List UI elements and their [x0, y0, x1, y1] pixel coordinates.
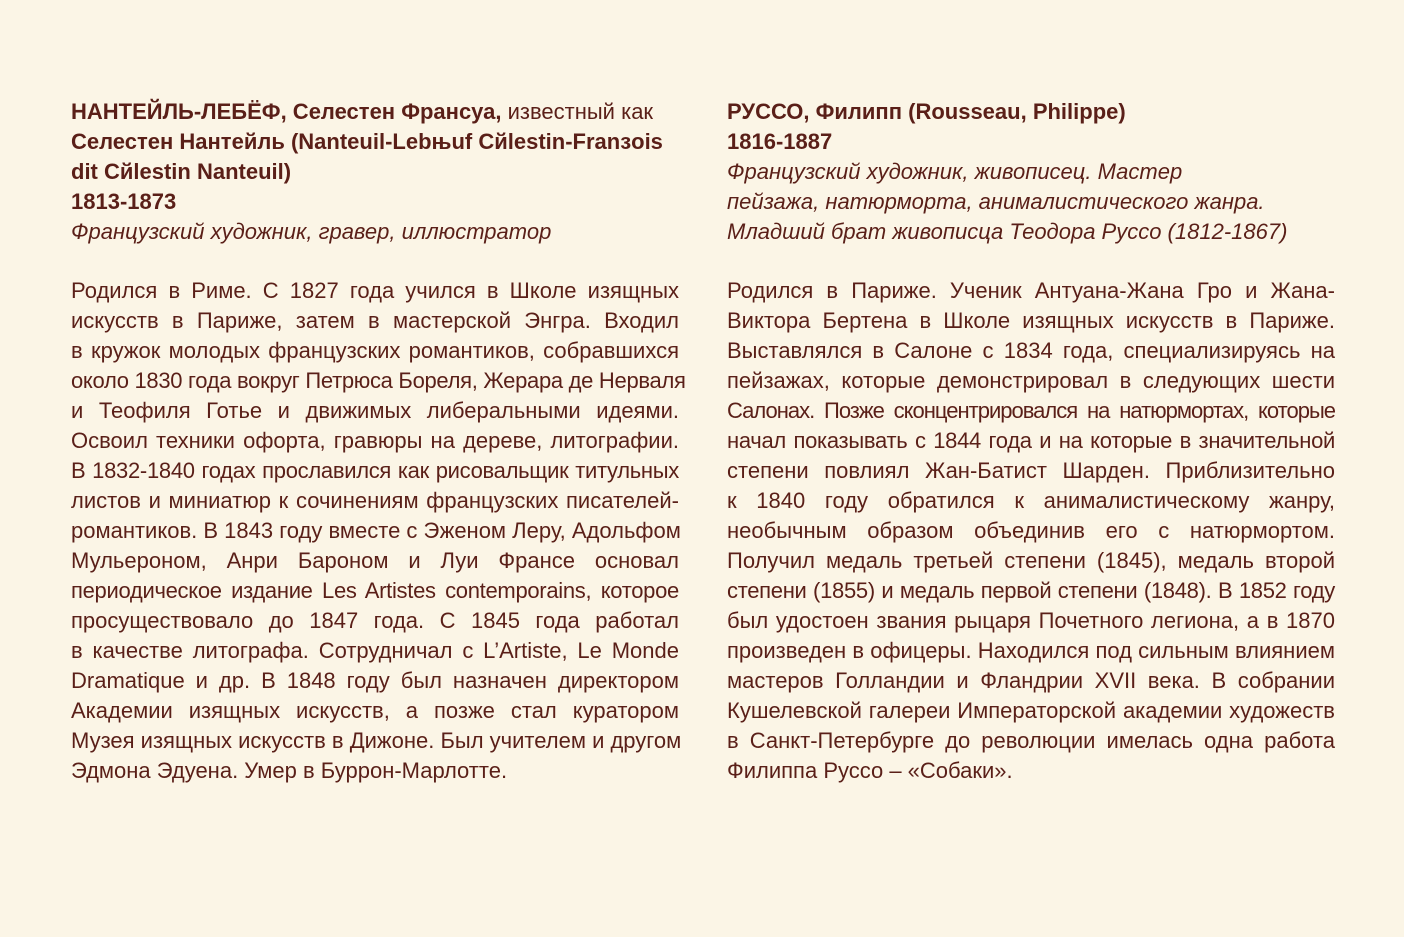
left-article: [71, 97, 686, 786]
right-body-line: к 1840 году обратился к анималистическому жанру,: [727, 488, 1335, 513]
right-body-line: Выставлялся в Салоне с 1834 года, специализируясь на: [727, 338, 1335, 363]
left-body-line: романтиков. В 1843 году вместе с Эженом Леру, Адольфом: [71, 518, 681, 543]
left-heading-line-3: dit Cйlestin Nanteuil): [71, 159, 292, 184]
left-body-line: в кружок молодых французских романтиков, собравшихся: [71, 338, 679, 363]
right-body-line: начал показывать с 1844 года и на которые в значительной: [727, 428, 1335, 453]
left-heading-line-1: [71, 97, 679, 127]
left-spacer: [71, 247, 679, 276]
right-role-line-3: Младший брат живописца Теодора Руссо (1812-1867): [727, 219, 1288, 244]
right-body-line: произведен в офицеры. Находился под сильным влиянием: [727, 638, 1335, 663]
right-role-line-2: пейзажа, натюрморта, анималистического жанра.: [727, 189, 1265, 214]
right-body-line: Салонах. Позже сконцентрировался на натюрмортах, которые: [727, 398, 1335, 423]
left-body-line: Освоил техники офорта, гравюры на дереве, литографии.: [71, 428, 679, 453]
right-body-line: необычным образом объединив его с натюрмортом.: [727, 518, 1335, 543]
left-body-line: Dramatique и др. В 1848 году был назначен директором: [71, 668, 679, 693]
left-body-line: и Теофиля Готье и движимых либеральными идеями.: [71, 398, 679, 423]
right-spacer: [727, 247, 1335, 276]
right-body-line: Получил медаль третьей степени (1845), медаль второй: [727, 548, 1335, 573]
right-body-line: в Санкт-Петербурге до революции имелась одна работа: [727, 728, 1335, 753]
left-body-line: Мульероном, Анри Бароном и Луи Франсе основал: [71, 548, 679, 573]
left-body-line: периодическое издание Les Artistes contemporains, которое: [71, 578, 679, 603]
left-heading-name: НАНТЕЙЛЬ-ЛЕБЁФ, Селестен Франсуа,: [71, 99, 502, 124]
right-body-line: Родился в Париже. Ученик Антуана-Жана Гро и Жана-: [727, 278, 1335, 303]
left-body-line: около 1830 года вокруг Петрюса Бореля, Жерара де Нерваля: [71, 368, 686, 393]
left-body-line: искусств в Париже, затем в мастерской Энгра. Входил: [71, 308, 679, 333]
left-body-line: просуществовало до 1847 года. С 1845 года работал: [71, 608, 679, 633]
left-role: Французский художник, гравер, иллюстратор: [71, 219, 552, 244]
right-heading-name: РУССО, Филипп (Rousseau, Philippe): [727, 99, 1126, 124]
left-heading-known-as: известный как: [501, 99, 654, 124]
right-body-line: степени (1855) и медаль первой степени (1848). В 1852 году: [727, 578, 1335, 603]
left-body-line: Эдмона Эдуена. Умер в Буррон-Марлотте.: [71, 758, 508, 783]
right-article: [727, 97, 1335, 786]
right-body-line: степени повлиял Жан-Батист Шарден. Приблизительно: [727, 458, 1335, 483]
left-body-line: Родился в Риме. С 1827 года учился в Школе изящных: [71, 278, 679, 303]
right-body-line: был удостоен звания рыцаря Почетного легиона, а в 1870: [727, 608, 1335, 633]
left-body-line: Музея изящных искусств в Дижоне. Был учителем и другом: [71, 728, 682, 753]
right-years: 1816-1887: [727, 129, 833, 154]
left-heading-line-2: Селестен Нантейль (Nanteuil-Lebњuf Cйlestin-Franзois: [71, 129, 663, 154]
right-body-line: Кушелевской галереи Императорской академии художеств: [727, 698, 1335, 723]
left-body-line: Академии изящных искусств, а позже стал куратором: [71, 698, 679, 723]
left-body-line: В 1832-1840 годах прославился как рисовальщик титульных: [71, 458, 679, 483]
right-body-line: Филиппа Руссо – «Собаки».: [727, 758, 1013, 783]
left-body-line: в качестве литографа. Сотрудничал с L’Artiste, Le Monde: [71, 638, 679, 663]
right-role-line-1: Французский художник, живописец. Мастер: [727, 159, 1183, 184]
right-body-line: Виктора Бертена в Школе изящных искусств в Париже.: [727, 308, 1335, 333]
right-body-line: мастеров Голландии и Фландрии XVII века. В собрании: [727, 668, 1335, 693]
left-years: 1813-1873: [71, 189, 177, 214]
right-body-line: пейзажах, которые демонстрировал в следующих шести: [727, 368, 1335, 393]
left-body-line: листов и миниатюр к сочинениям французских писателей-: [71, 488, 679, 513]
